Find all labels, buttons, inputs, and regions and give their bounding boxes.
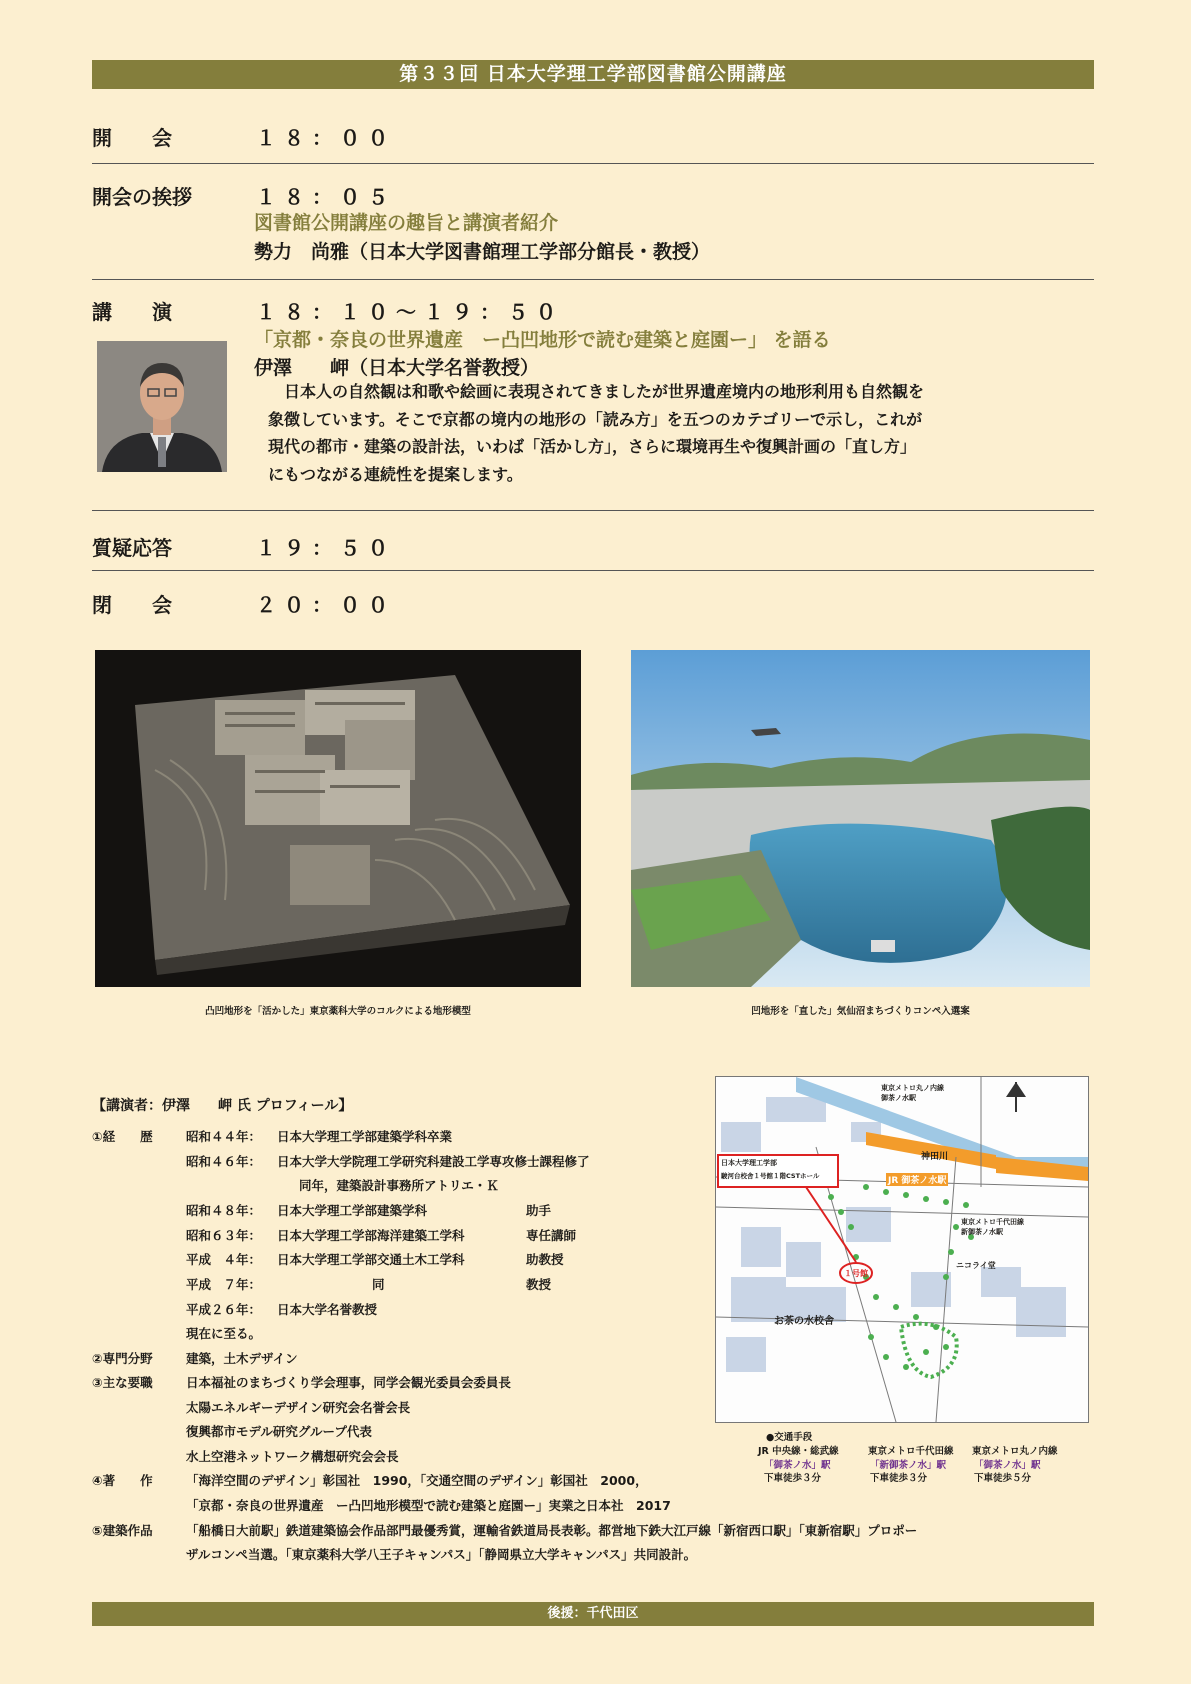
career-text: 日本大学名誉教授 bbox=[277, 1302, 378, 1317]
map-metro-line: 東京メトロ丸ノ内線 bbox=[881, 1084, 944, 1092]
career-era: 昭和６３年： bbox=[186, 1228, 262, 1243]
access-line: 東京メトロ丸ノ内線 bbox=[972, 1446, 1058, 1457]
divider bbox=[92, 279, 1094, 280]
lecture-speaker: 伊澤 岬（日本大学名誉教授） bbox=[254, 357, 540, 379]
career-era: 昭和４８年： bbox=[186, 1203, 262, 1218]
page-title: 第３３回 日本大学理工学部図書館公開講座 bbox=[92, 60, 1094, 89]
greeting-time: １８：０５ bbox=[256, 185, 396, 209]
building-item: ザルコンペ当選。「東京薬科大学八王子キャンパス」「静岡県立大学キャンパス」共同設計。 bbox=[186, 1547, 697, 1562]
close-time: ２０：００ bbox=[256, 593, 396, 617]
divider bbox=[92, 510, 1094, 511]
career-text: 日本大学大学院理工学研究科建設工学専攻修士課程修了 bbox=[277, 1154, 590, 1169]
work-item: 「京都・奈良の世界遺産 ー凸凹地形模型で読む建築と庭園ー」実業之日本社 2017 bbox=[186, 1498, 671, 1513]
building-item: 「船橋日大前駅」鉄道建築協会作品部門最優秀賞，運輸省鉄道局長表彰。都営地下鉄大江戸線「新宿西口駅」「東新宿駅」プロポー bbox=[186, 1523, 918, 1538]
divider bbox=[92, 570, 1094, 571]
career-text: 同年，建築設計事務所アトリエ・Ｋ bbox=[299, 1178, 499, 1193]
map-callout-sub: 駿河台校舎１号館１階CSTホール bbox=[721, 1172, 820, 1180]
post-item: 水上空港ネットワーク構想研究会会長 bbox=[186, 1449, 399, 1464]
post-item: 日本福祉のまちづくり学会理事，同学会観光委員会委員長 bbox=[186, 1375, 511, 1390]
map-campus-label: お茶の水校舎 bbox=[774, 1316, 834, 1327]
description-line: 象徴しています。そこで京都の境内の地形の「読み方」を五つのカテゴリーで示し，これが bbox=[268, 409, 923, 429]
post-item: 太陽エネルギーデザイン研究会名誉会長 bbox=[186, 1400, 411, 1415]
work-item: 「海洋空間のデザイン」彰国社 1990，「交通空間のデザイン」彰国社 2000， bbox=[186, 1473, 648, 1488]
greeting-subtitle: 図書館公開講座の趣旨と講演者紹介 bbox=[254, 212, 559, 234]
waterfront-rendering bbox=[631, 650, 1090, 987]
divider bbox=[92, 163, 1094, 164]
close-label: 閉 会 bbox=[92, 593, 172, 617]
career-role: 専任講師 bbox=[526, 1228, 577, 1243]
profile-heading: 【講演者：伊澤 岬 氏 プロフィール】 bbox=[92, 1098, 353, 1114]
career-era: 平成２６年： bbox=[186, 1302, 262, 1317]
access-title: ●交通手段 bbox=[766, 1432, 813, 1443]
career-text: 日本大学理工学部建築学科卒業 bbox=[277, 1129, 453, 1144]
career-text: 日本大学理工学部交通土木工学科 bbox=[277, 1252, 465, 1267]
map-kanda-label: 神田川 bbox=[921, 1152, 949, 1162]
qa-time: １９：５０ bbox=[256, 536, 396, 560]
lecture-description bbox=[268, 378, 1088, 488]
map-callout-title: 日本大学理工学部 bbox=[721, 1159, 777, 1167]
open-time: １８：００ bbox=[256, 126, 396, 150]
greeting-speaker: 勢力 尚雅（日本大学図書館理工学部分館長・教授） bbox=[254, 241, 711, 263]
lecture-label: 講 演 bbox=[92, 300, 172, 324]
map-building-label: １号館 bbox=[844, 1269, 868, 1278]
career-role: 助教授 bbox=[526, 1252, 564, 1267]
career-role: 助手 bbox=[526, 1203, 552, 1218]
lecture-time: １８：１０～１９：５０ bbox=[256, 300, 564, 324]
caption-right: 凹地形を「直した」気仙沼まちづくりコンペ入選案 bbox=[751, 1006, 970, 1017]
open-label: 開 会 bbox=[92, 126, 172, 150]
career-text: 日本大学理工学部海洋建築工学科 bbox=[277, 1228, 465, 1243]
career-role: 教授 bbox=[526, 1277, 552, 1292]
works-label: ④著 作 bbox=[92, 1473, 153, 1488]
map-nikolai: ニコライ堂 bbox=[956, 1261, 996, 1270]
career-text: 同 bbox=[372, 1277, 385, 1292]
greeting-label: 開会の挨拶 bbox=[92, 185, 192, 209]
description-line: 日本人の自然観は和歌や絵画に表現されてきましたが世界遺産境内の地形利用も自然観を bbox=[284, 382, 925, 401]
access-walk: 下車徒歩３分 bbox=[764, 1473, 822, 1484]
posts-label: ③主な要職 bbox=[92, 1375, 153, 1390]
career-era: 昭和４４年： bbox=[186, 1129, 262, 1144]
map-jr-label: JR 御茶ノ水駅 bbox=[886, 1173, 948, 1186]
post-item: 復興都市モデル研究グループ代表 bbox=[186, 1424, 372, 1439]
career-era: 昭和４６年： bbox=[186, 1154, 262, 1169]
field-label: ②専門分野 bbox=[92, 1351, 153, 1366]
lecture-topic: 「京都・奈良の世界遺産 ー凸凹地形で読む建築と庭園ー」 を語る bbox=[254, 329, 831, 351]
access-walk: 下車徒歩５分 bbox=[974, 1473, 1032, 1484]
description-line: 現代の都市・建築の設計法，いわば「活かし方」，さらに環境再生や復興計画の「直し方」 bbox=[268, 437, 917, 456]
career-text: 日本大学理工学部建築学科 bbox=[277, 1203, 428, 1218]
buildings-label: ⑤建築作品 bbox=[92, 1523, 153, 1538]
footer-sponsor: 後援：千代田区 bbox=[92, 1602, 1094, 1626]
access-station: 「御茶ノ水」駅 bbox=[974, 1460, 1041, 1471]
caption-left: 凸凹地形を「活かした」東京薬科大学のコルクによる地形模型 bbox=[205, 1006, 471, 1017]
access-station: 「新御茶ノ水」駅 bbox=[870, 1460, 947, 1471]
career-era: 平成 ４年： bbox=[186, 1252, 262, 1267]
career-label: ①経 歴 bbox=[92, 1129, 153, 1144]
speaker-portrait bbox=[97, 341, 227, 472]
description-line: にもつながる連続性を提案します。 bbox=[268, 464, 523, 484]
map-metro-station: 御茶ノ水駅 bbox=[881, 1094, 916, 1102]
campus-map bbox=[715, 1076, 1089, 1423]
terrain-model-photo bbox=[95, 650, 581, 987]
access-line: JR 中央線・総武線 bbox=[758, 1446, 839, 1457]
career-text: 現在に至る。 bbox=[186, 1326, 262, 1341]
access-station: 「御茶ノ水」駅 bbox=[764, 1460, 831, 1471]
access-line: 東京メトロ千代田線 bbox=[868, 1446, 954, 1457]
field-value: 建築，土木デザイン bbox=[186, 1351, 298, 1366]
career-era: 平成 ７年： bbox=[186, 1277, 262, 1292]
qa-label: 質疑応答 bbox=[92, 536, 172, 560]
map-shinochanomizu: 新御茶ノ水駅 bbox=[961, 1228, 1003, 1236]
map-chiyoda-line: 東京メトロ千代田線 bbox=[961, 1218, 1024, 1226]
access-walk: 下車徒歩３分 bbox=[870, 1473, 928, 1484]
